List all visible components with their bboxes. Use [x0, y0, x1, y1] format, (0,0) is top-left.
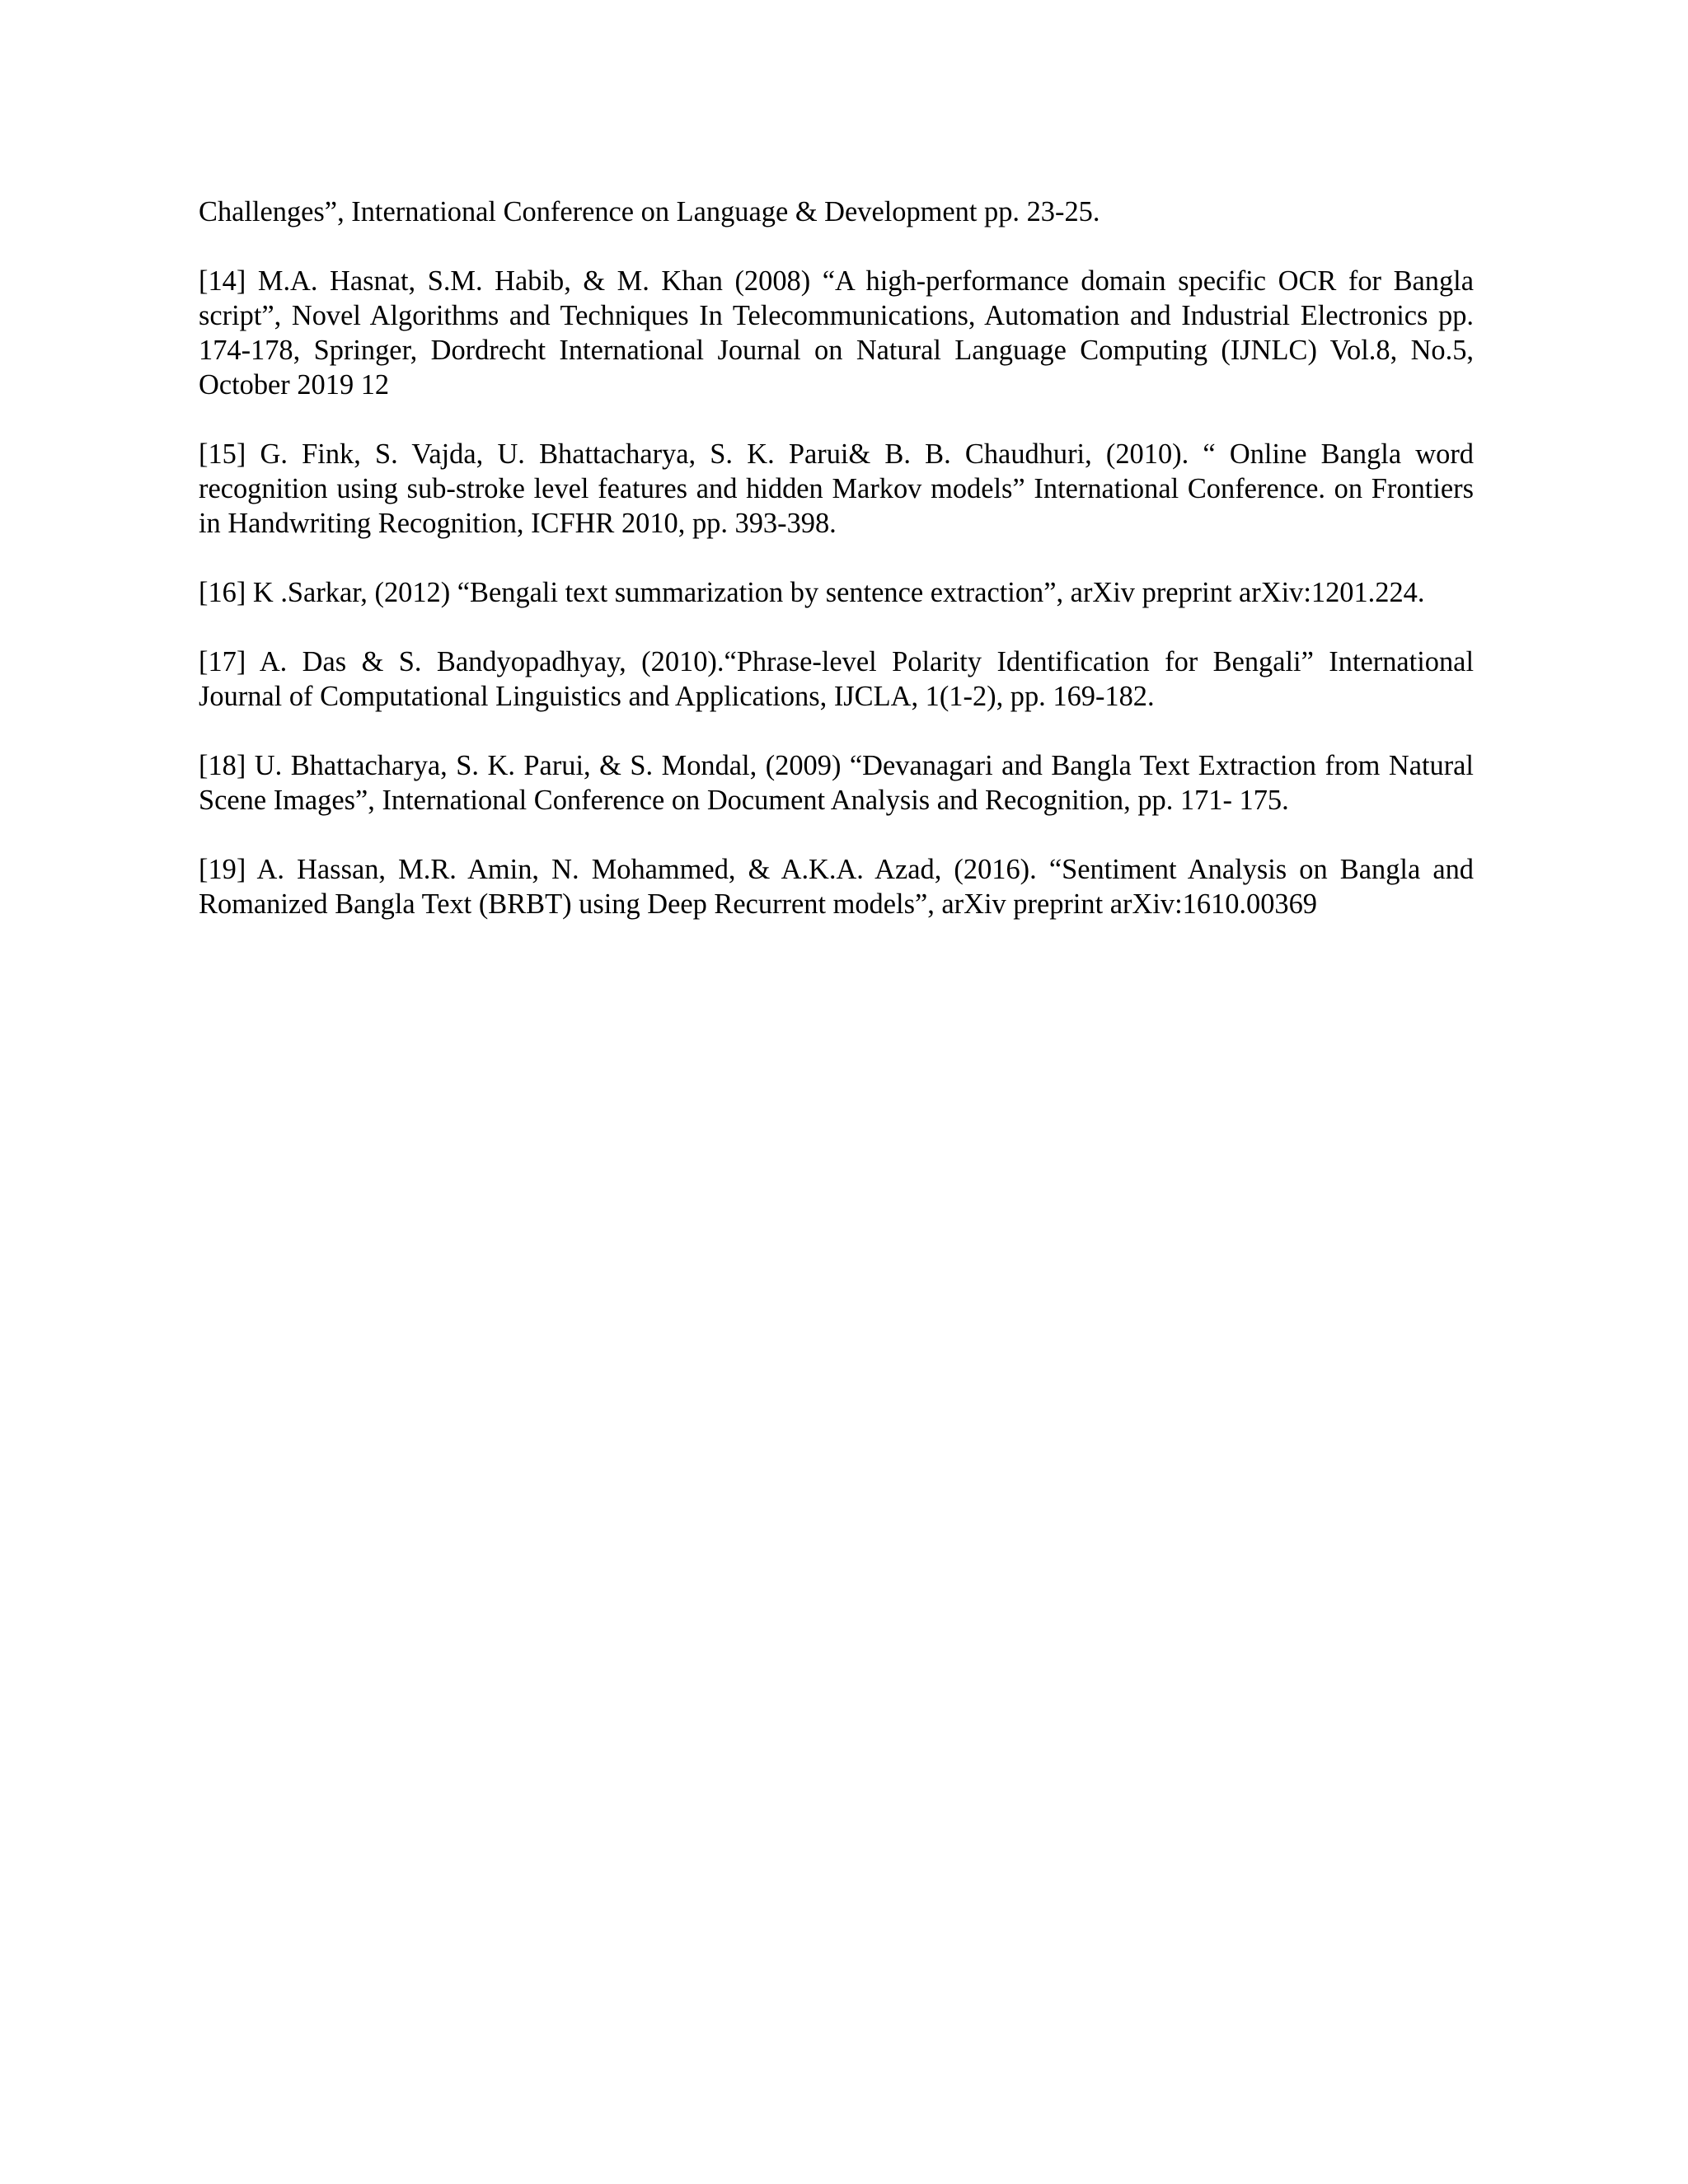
reference-17: [17] A. Das & S. Bandyopadhyay, (2010).“Phrase-level Polarity Identification for Bengali” International Journal of Computational Linguistics and Applications, IJCLA, 1(1-2), pp. 169-182. — [199, 646, 1474, 712]
reference-19: [19] A. Hassan, M.R. Amin, N. Mohammed, & A.K.A. Azad, (2016). “Sentiment Analysis on Bangla and Romanized Bangla Text (BRBT) using Deep Recurrent models”, arXiv preprint arXiv:1610.00369 — [199, 854, 1474, 920]
reference-15: [15] G. Fink, S. Vajda, U. Bhattacharya, S. K. Parui& B. B. Chaudhuri, (2010). “ Online Bangla word recognition using sub-stroke level features and hidden Markov models” International Conference. on Frontiers in Handwriting Recognition, ICFHR 2010, pp. 393-398. — [199, 438, 1474, 539]
reference-16: [16] K .Sarkar, (2012) “Bengali text summarization by sentence extraction”, arXiv preprint arXiv:1201.224. — [199, 577, 1425, 608]
reference-18: [18] U. Bhattacharya, S. K. Parui, & S. Mondal, (2009) “Devanagari and Bangla Text Extraction from Natural Scene Images”, International Conference on Document Analysis and Recognition, pp. 171- 175. — [199, 750, 1474, 816]
reference-list — [199, 194, 1474, 921]
reference-13-continued: Challenges”, International Conference on Language & Development pp. 23-25. — [199, 196, 1100, 227]
reference-14: [14] M.A. Hasnat, S.M. Habib, & M. Khan (2008) “A high-performance domain specific OCR for Bangla script”, Novel Algorithms and Techniques In Telecommunications, Automation and Industrial Electronics pp. 174-178, Springer, Dordrecht International Journal on Natural Language Computing (IJNLC) Vol.8, No.5, October 2019 12 — [199, 265, 1474, 401]
